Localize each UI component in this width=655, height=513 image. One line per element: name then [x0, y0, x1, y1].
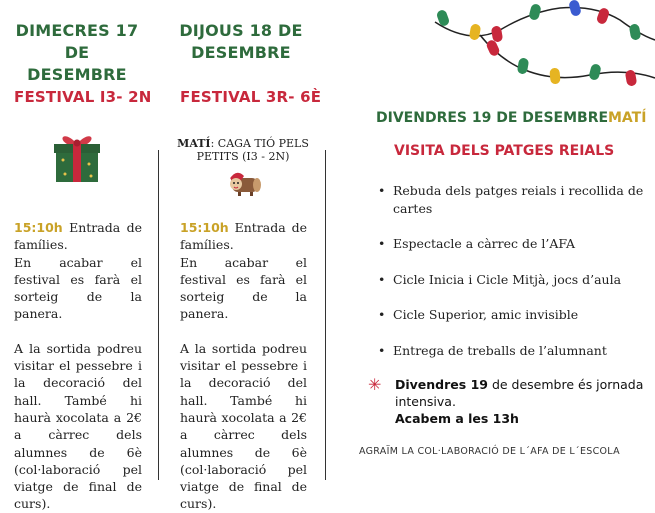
col2-mati-text: : CAGA TIÓ PELS PETITS (I3 - 2N): [196, 137, 309, 163]
bullet-icon: •: [378, 236, 386, 251]
list-item-text: Cicle Inicia i Cicle Mitjà, jocs d’aula: [393, 271, 622, 287]
col2-day-line1: DIJOUS 18 DE: [179, 21, 303, 40]
list-item-text: Entrega de treballs de l’alumnant: [393, 342, 607, 358]
col1-text3: A la sortida podreu visitar el pessebre i la decoració del hall. També hi haurà xocolata a 2€ a càrrec dels alumnes de 6è (col·laboració pel viatge de final de curs).: [14, 340, 142, 512]
col2-text3: A la sortida podreu visitar el pessebre i la decoració del hall. També hi haurà xocolata a 2€ a càrrec dels alumnes de 6è (col·laboració pel viatge de final de curs).: [180, 340, 307, 512]
bullet-icon: •: [378, 183, 386, 198]
note-text: de desembre és jornada intensiva.: [395, 377, 644, 409]
col2-body: [180, 219, 307, 513]
col3-day-heading: DIVENDRES 19 DE DESEMBRE: [376, 110, 609, 126]
list-item: [376, 306, 646, 324]
col3-activity-list: [376, 182, 646, 377]
col1-day-line2: DESEMBRE: [27, 65, 127, 84]
list-item: [376, 235, 646, 253]
col1-time: 15:10h: [14, 220, 63, 235]
list-item-text: Espectacle a càrrec de l’AFA: [393, 236, 575, 251]
asterisk-icon: ✳: [368, 375, 382, 394]
christmas-lights-icon: [430, 0, 655, 95]
col3-visita-title: VISITA DELS PATGES REIALS: [394, 143, 615, 159]
bullet-icon: •: [378, 271, 386, 287]
col2-day-line2: DESEMBRE: [191, 43, 291, 62]
col3-mati-tag: MATÍ: [608, 110, 647, 126]
col2-text2: En acabar el festival es farà el sorteig de la panera.: [180, 254, 307, 322]
list-item-text: Cicle Superior, amic invisible: [393, 307, 579, 322]
col2-day-heading: [176, 20, 306, 64]
col1-festival-title: FESTIVAL I3- 2N: [14, 88, 152, 106]
bullet-icon: •: [378, 307, 386, 322]
note-end: Acabem a les 13h: [395, 411, 519, 426]
list-item: [376, 271, 646, 289]
divider-right: [325, 150, 326, 480]
col1-body: [14, 219, 142, 513]
note-date: Divendres 19: [395, 377, 488, 392]
col1-day-line1: DIMECRES 17 DE: [15, 21, 139, 62]
list-item-text: Rebuda dels patges reials i recollida de cartes: [393, 183, 644, 216]
col2-festival-title: FESTIVAL 3R- 6È: [180, 88, 322, 106]
list-item: [376, 342, 646, 360]
gift-icon: [49, 128, 105, 184]
list-item: [376, 182, 646, 217]
col2-text1: Entrada de famílies.: [180, 220, 307, 253]
bullet-icon: •: [378, 342, 386, 358]
col1-day-heading: [12, 20, 142, 86]
col2-time: 15:10h: [180, 220, 229, 235]
col1-text1: Entrada de famílies.: [14, 220, 142, 253]
thanks-line: AGRAÏM LA COL·LABORACIÓ DE L´AFA DE L´ESCOLA: [359, 446, 620, 457]
col2-mati-label: MATÍ: [177, 137, 211, 150]
divider-left: [158, 150, 159, 480]
col1-text2: En acabar el festival es farà el sorteig de la panera.: [14, 254, 142, 322]
col3-intensive-note: [395, 376, 653, 427]
col2-mati-note: [168, 137, 318, 163]
caga-tio-icon: [226, 168, 262, 198]
